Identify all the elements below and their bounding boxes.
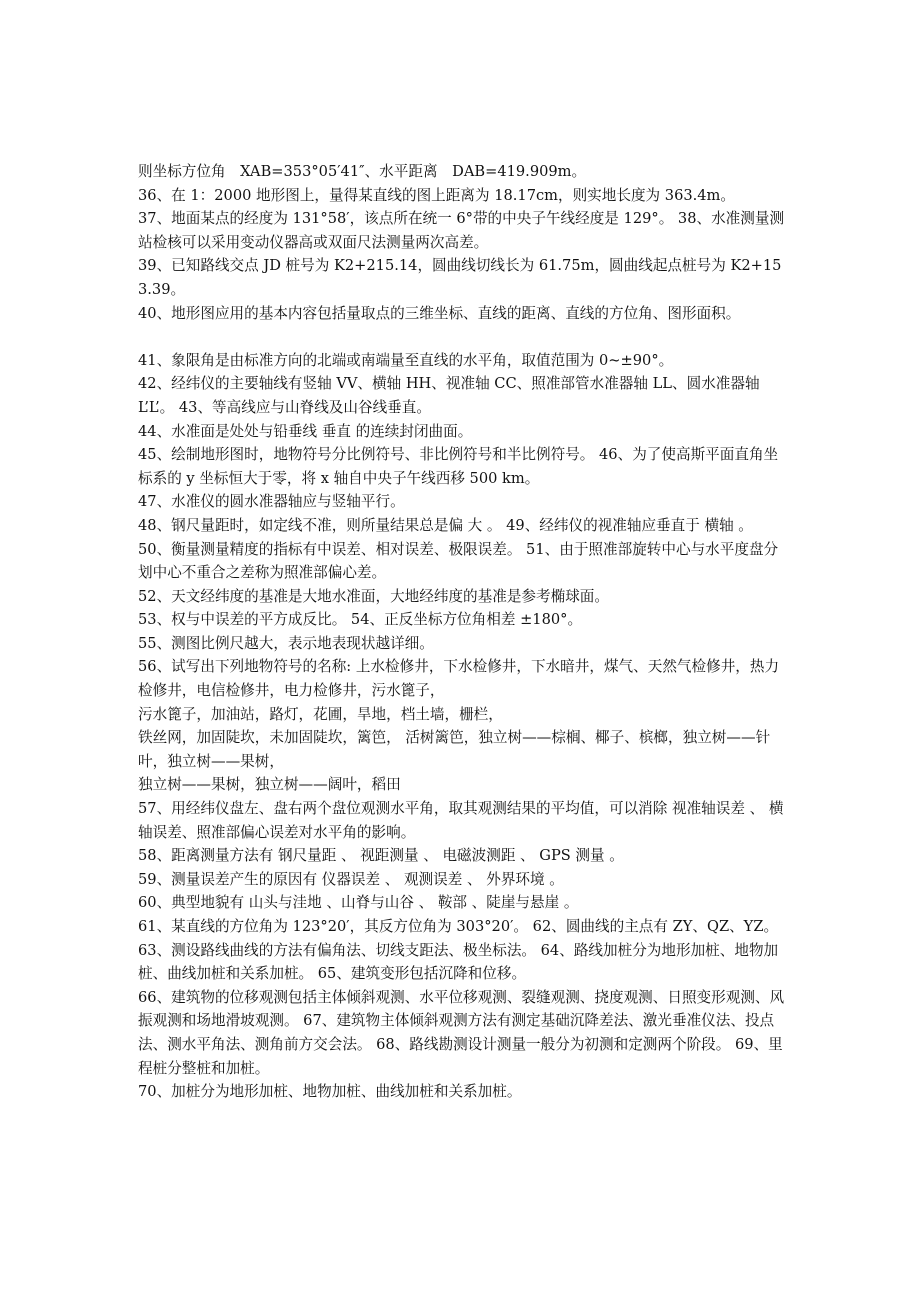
paragraph: 47、水准仪的圆水准器轴应与竖轴平行。 <box>138 493 405 511</box>
paragraph: 55、测图比例尺越大，表示地表现状越详细。 <box>138 634 434 652</box>
paragraph: 44、水准面是处处与铅垂线 垂直 的连续封闭曲面。 <box>138 422 473 440</box>
paragraph: 59、测量误差产生的原因有 仪器误差 、 观测误差 、 外界环境 。 <box>138 870 564 888</box>
paragraph: 66、建筑物的位移观测包括主体倾斜观测、水平位移观测、裂缝观测、挠度观测、日照变形观测、风振观测和场地滑坡观测。 67、建筑物主体倾斜观测方法有测定基础沉降差法、激光垂准仪法、投点法、测水平角法、测角前方交会法。 68、路线勘测设计测量一般分为初测和定测两个阶段。 69、里程桩分整桩和加桩。 <box>138 988 785 1077</box>
paragraph: 70、加桩分为地形加桩、地物加桩、曲线加桩和关系加桩。 <box>138 1083 522 1101</box>
paragraph: 56、试写出下列地物符号的名称: 上水检修井，下水检修井，下水暗井，煤气、天然气检修井，热力检修井，电信检修井，电力检修井，污水篦子， <box>138 658 780 700</box>
paragraph: 45、绘制地形图时，地物符号分比例符号、非比例符号和半比例符号。 46、为了使高斯平面直角坐标系的 y 坐标恒大于零，将 x 轴自中央子午线西移 500 km。 <box>138 446 779 487</box>
paragraph: 40、地形图应用的基本内容包括量取点的三维坐标、直线的距离、直线的方位角、图形面积。 <box>138 304 741 322</box>
paragraph: 41、象限角是由标准方向的北端或南端量至直线的水平角，取值范围为 0~±90°。 <box>138 351 674 369</box>
blank-line <box>138 325 788 349</box>
paragraph: 39、已知路线交点 JD 桩号为 K2+215.14，圆曲线切线长为 61.75m，圆曲线起点桩号为 K2+153.39。 <box>138 257 782 298</box>
paragraph: 污水篦子，加油站，路灯，花圃，旱地，档土墙，栅栏， <box>138 705 503 723</box>
paragraph: 60、典型地貌有 山头与洼地 、山脊与山谷 、 鞍部 、陡崖与悬崖 。 <box>138 894 579 912</box>
paragraph: 独立树——果树，独立树——阔叶，稻田 <box>138 776 401 794</box>
paragraph: 57、用经纬仪盘左、盘右两个盘位观测水平角，取其观测结果的平均值，可以消除 视准轴误差 、 横轴误差、照准部偏心误差对水平角的影响。 <box>138 800 784 841</box>
paragraph: 58、距离测量方法有 钢尺量距 、 视距测量 、 电磁波测距 、 GPS 测量 。 <box>138 847 624 865</box>
paragraph: 36、在 1：2000 地形图上，量得某直线的图上距离为 18.17cm，则实地长度为 363.4m。 <box>138 186 735 204</box>
paragraph: 37、地面某点的经度为 131°58′，该点所在统一 6°带的中央子午线经度是 129°。 38、水准测量测站检核可以采用变动仪器高或双面尺法测量两次高差。 <box>138 210 785 251</box>
paragraph: 42、经纬仪的主要轴线有竖轴 VV、横轴 HH、视准轴 CC、照准部管水准器轴 LL、圆水准器轴 L’L’。 43、等高线应与山脊线及山谷线垂直。 <box>138 375 760 416</box>
paragraph: 48、钢尺量距时，如定线不准，则所量结果总是偏 大 。 49、经纬仪的视准轴应垂直于 横轴 。 <box>138 516 753 534</box>
paragraph: 铁丝网，加固陡坎，未加固陡坎，篱笆， 活树篱笆，独立树——棕榈、椰子、槟榔，独立树——针叶，独立树——果树， <box>138 729 771 770</box>
paragraph: 50、衡量测量精度的指标有中误差、相对误差、极限误差。 51、由于照准部旋转中心与水平度盘分划中心不重合之差称为照准部偏心差。 <box>138 540 779 582</box>
paragraph: 61、某直线的方位角为 123°20′，其反方位角为 303°20′。 62、圆曲线的主点有 ZY、QZ、YZ。 <box>138 918 779 935</box>
document-body <box>138 160 788 1104</box>
paragraph: 53、权与中误差的平方成反比。 54、正反坐标方位角相差 ±180°。 <box>138 611 583 629</box>
paragraph: 63、测设路线曲线的方法有偏角法、切线支距法、极坐标法。 64、路线加桩分为地形加桩、地物加桩、曲线加桩和关系加桩。 65、建筑变形包括沉降和位移。 <box>138 941 779 983</box>
paragraph: 52、天文经纬度的基准是大地水准面，大地经纬度的基准是参考椭球面。 <box>138 587 609 605</box>
paragraph: 则坐标方位角 XAB=353°05′41″、水平距离 DAB=419.909m。 <box>138 163 587 180</box>
